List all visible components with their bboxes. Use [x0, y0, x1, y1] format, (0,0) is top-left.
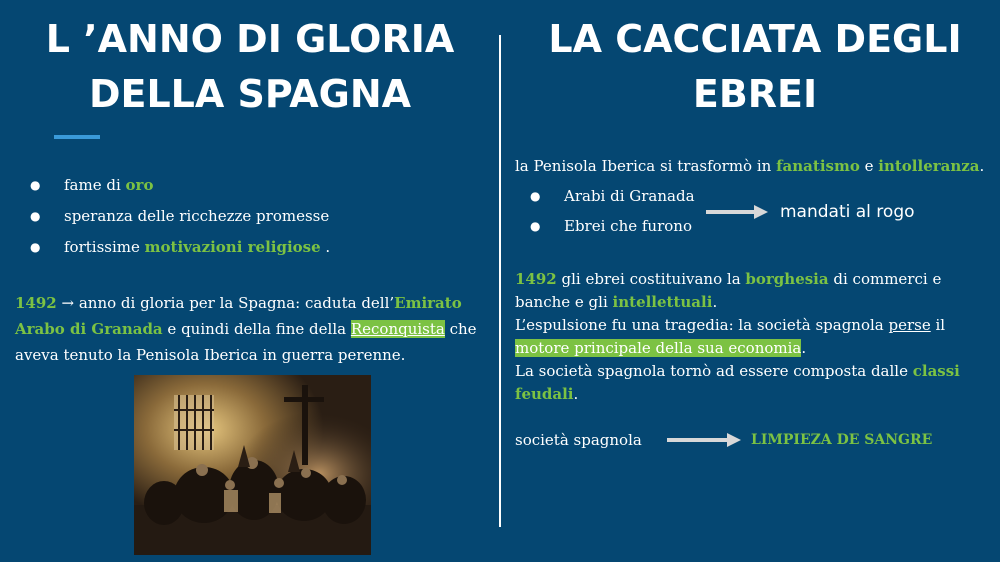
right-intro [515, 154, 985, 178]
bottom-label: società spagnola [515, 431, 642, 449]
right-title-line2: EBREI [692, 72, 818, 116]
para-text: La società spagnola tornò ad essere composta dalle [515, 362, 913, 380]
bullet-text-end: . [320, 238, 331, 256]
perse-underlined: perse [888, 316, 931, 334]
intolleranza-highlight: intolleranza [878, 157, 980, 175]
para-text: il [930, 316, 946, 334]
left-bullet-item [30, 204, 480, 235]
left-paragraph [15, 290, 485, 368]
emirate-highlight: Emirato Arabo di Granada [15, 294, 462, 338]
para-line [515, 360, 985, 406]
bottom-row [515, 429, 985, 453]
para-text: gli ebrei costituivano la [556, 270, 746, 288]
intro-text: e [859, 157, 879, 175]
fanatismo-highlight: fanatismo [776, 157, 860, 175]
arrow-right-icon [667, 432, 741, 448]
para-line [515, 314, 985, 360]
year-1492: 1492 [15, 294, 57, 312]
bullet-text: speranza delle ricchezze promesse [64, 207, 330, 225]
bottom-result-text: LIMPIEZA DE SANGRE [751, 432, 933, 448]
right-paragraph [515, 268, 985, 406]
para-text: di commerci e banche e gli [515, 270, 942, 311]
para-text: L’espulsione fu una tragedia: la società spagnola [515, 316, 889, 334]
bullet-highlight: oro [125, 176, 154, 194]
left-title [20, 12, 480, 122]
intro-text: la Penisola Iberica si trasformò in [515, 157, 777, 175]
bullet-text: Arabi di Granada [564, 187, 695, 205]
motore-highlight: motore principale della sua economia [515, 339, 802, 357]
para-text: che aveva tenuto la Penisola Iberica in guerra perenne. [15, 320, 477, 364]
left-title-line2: DELLA SPAGNA [88, 72, 412, 116]
right-bullet-list [530, 184, 730, 244]
para-text: . [801, 339, 807, 357]
title-accent-line [54, 135, 100, 139]
para-text: . [573, 385, 579, 403]
para-text: . [712, 293, 718, 311]
reconquista-link[interactable]: Reconquista [350, 320, 445, 338]
borghesia-highlight: borghesia [745, 270, 829, 288]
right-bullet-item [530, 214, 730, 244]
year-1492: 1492 [515, 270, 557, 288]
bullet-text: Ebrei che furono [564, 217, 692, 235]
left-bullet-item [30, 173, 480, 204]
bullet-highlight: motivazioni religiose [144, 238, 321, 256]
right-title-line1: LA CACCIATA DEGLI [548, 17, 962, 61]
right-bullet-item [530, 184, 730, 214]
intro-text-end: . [979, 157, 985, 175]
bullet-text: fame di [64, 176, 126, 194]
para-line [515, 268, 985, 314]
historical-painting-image [134, 375, 371, 555]
bullets-result-text: mandati al rogo [780, 202, 915, 222]
bullet-text: fortissime [64, 238, 145, 256]
para-text: → anno di gloria per la Spagna: caduta dell’ [56, 294, 395, 312]
intellettuali-highlight: intellettuali [612, 293, 713, 311]
arrow-right-icon [706, 204, 768, 220]
left-bullet-item [30, 235, 480, 266]
left-bullet-list [30, 173, 480, 266]
right-title [525, 12, 985, 122]
left-title-line1: L ’ANNO DI GLORIA [45, 17, 455, 61]
para-text: e quindi della fine della [162, 320, 351, 338]
column-divider [499, 35, 501, 527]
classi-feudali-highlight: classi feudali [515, 362, 960, 403]
